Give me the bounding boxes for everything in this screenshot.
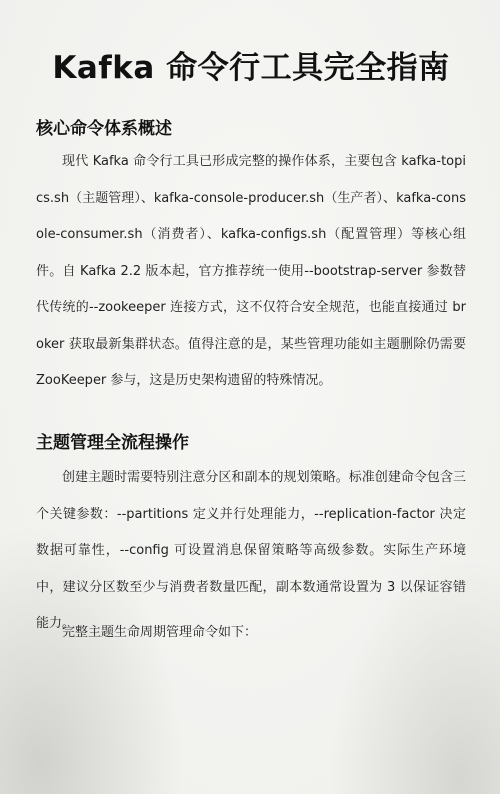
paragraph-overview: 现代 Kafka 命令行工具已形成完整的操作体系，主要包含 kafka-topics.sh（主题管理）、kafka-console-producer.sh（生产者）、kafka-console-consumer.sh（消费者）、kafka-configs.sh（配置管理）等核心组件。自 Kafka 2.2 版本起，官方推荐统一使用--bootstrap-server 参数替代传统的--zookeeper 连接方式，这不仅符合安全规范，也能直接通过 broker 获取最新集群状态。值得注意的是，某些管理功能如主题删除仍需要 ZooKeeper 参与，这是历史架构遗留的特殊情况。 bbox=[36, 154, 466, 388]
page-title: Kafka 命令行工具完全指南 bbox=[52, 50, 450, 86]
paragraph-topic-creation: 创建主题时需要特别注意分区和副本的规划策略。标准创建命令包含三个关键参数：--partitions 定义并行处理能力，--replication-factor 决定数据可靠性，--config 可设置消息保留策略等高级参数。实际生产环境中，建议分区数至少与消费者数量匹配，副本数通常设置为 3 以保证容错能力。 bbox=[36, 470, 466, 631]
paragraph-topic-lifecycle-intro: 完整主题生命周期管理命令如下： bbox=[62, 625, 258, 640]
section-heading-overview: 核心命令体系概述 bbox=[36, 119, 172, 139]
section-heading-topic-management: 主题管理全流程操作 bbox=[36, 433, 189, 453]
